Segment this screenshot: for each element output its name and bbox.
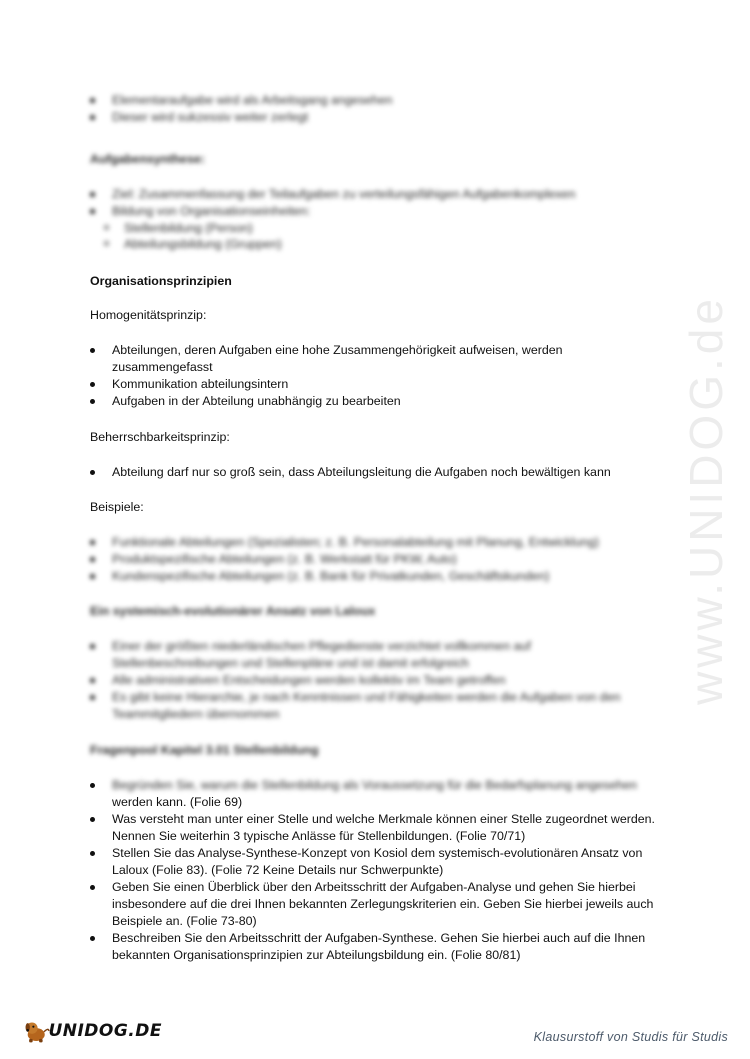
- footer-logo: [22, 1014, 162, 1048]
- label-homogenitaetsprinzip: Homogenitätsprinzip:: [90, 308, 207, 322]
- list-item: Produktspezifische Abteilungen (z. B. Werkstatt für PKW, Auto): [0, 551, 750, 568]
- heading-fragenpool: Fragenpool Kapitel 3.01 Stellenbildung: [90, 743, 319, 757]
- blurred-list-beispiele: [0, 534, 750, 585]
- list-item: [0, 777, 660, 811]
- list-beherrschbarkeit: [0, 464, 750, 481]
- list-item: Funktionale Abteilungen (Spezialisten; z. B. Personalabteilung mit Planung, Entwicklung): [0, 534, 750, 551]
- list-homogenitaet: [0, 342, 750, 410]
- sub-list-item: Stellenbildung (Person): [0, 220, 750, 236]
- blurred-list-laloux: [0, 638, 750, 723]
- footer-tagline: Klausurstoff von Studis für Studis: [533, 1030, 728, 1044]
- list-item: Aufgaben in der Abteilung unabhängig zu bearbeiten: [0, 393, 600, 410]
- label-beherrschbarkeitsprinzip: Beherrschbarkeitsprinzip:: [90, 430, 230, 444]
- heading-organisationsprinzipien: Organisationsprinzipien: [90, 274, 232, 288]
- list-item: Abteilungen, deren Aufgaben eine hohe Zusammengehörigkeit aufweisen, werden zusammengefasst: [0, 342, 600, 376]
- list-item: Was versteht man unter einer Stelle und welche Merkmale können einer Stelle zugeordnet werden. Nennen Sie weiterhin 3 typische Anlässe für Stellenbildungen. (Folie 70/71): [0, 811, 660, 845]
- list-item: Abteilung darf nur so groß sein, dass Abteilungsleitung die Aufgaben noch bewältigen kann: [0, 464, 750, 481]
- list-item: Es gibt keine Hierarchie, je nach Kenntnissen und Fähigkeiten werden die Aufgaben von den Teammitgliedern übernommen: [0, 689, 650, 723]
- logo-text: UNIDOG.DE: [48, 1021, 162, 1041]
- watermark-text: www.UNIDOG.de: [680, 295, 732, 705]
- list-item: Kommunikation abteilungsintern: [0, 376, 600, 393]
- list-item: Alle administrativen Entscheidungen werden kollektiv im Team getroffen: [0, 672, 650, 689]
- heading-aufgabensynthese: Aufgabensynthese:: [90, 152, 205, 166]
- sub-list-item: Abteilungsbildung (Gruppen): [0, 236, 750, 252]
- list-item: Dieser wird sukzessiv weiter zerlegt: [0, 109, 750, 126]
- blurred-list-synthese: [0, 186, 750, 252]
- blurred-list-top: [0, 92, 750, 126]
- list-item: Bildung von Organisationseinheiten:: [0, 203, 750, 220]
- list-item: Beschreiben Sie den Arbeitsschritt der Aufgaben-Synthese. Gehen Sie hierbei auch auf die Ihnen bekannten Organisationsprinzipien zur Abteilungsbildung ein. (Folie 80/81): [0, 930, 660, 964]
- question-tail: werden kann. (Folie 69): [112, 795, 243, 809]
- list-questions: [0, 777, 750, 964]
- list-item: Ziel: Zusammenfassung der Teilaufgaben zu verteilungsfähigen Aufgabenkomplexen: [0, 186, 750, 203]
- heading-laloux: Ein systemisch-evolutionärer Ansatz von Laloux: [90, 604, 376, 618]
- list-item: Einer der größten niederländischen Pflegedienste verzichtet vollkommen auf Stellenbeschreibungen und Stellenpläne und ist damit erfolgreich: [0, 638, 650, 672]
- dog-logo-icon: [22, 1014, 50, 1048]
- list-item: Kundenspezifische Abteilungen (z. B. Bank für Privatkunden, Geschäftskunden): [0, 568, 750, 585]
- list-item: Geben Sie einen Überblick über den Arbeitsschritt der Aufgaben-Analyse und gehen Sie hierbei insbesondere auf die drei Ihnen bekannten Zerlegungskriterien ein. Geben Sie hierbei jeweils auch Beispiele an. (Folie 73-80): [0, 879, 660, 930]
- list-item: Stellen Sie das Analyse-Synthese-Konzept von Kosiol dem systemisch-evolutionären Ansatz von Laloux (Folie 83). (Folie 72 Keine Details nur Schwerpunkte): [0, 845, 660, 879]
- question-blurred-line: Begründen Sie, warum die Stellenbildung als Voraussetzung für die Bedarfsplanung angesehen: [112, 778, 637, 792]
- label-beispiele: Beispiele:: [90, 500, 144, 514]
- list-item: Elementaraufgabe wird als Arbeitsgang angesehen: [0, 92, 750, 109]
